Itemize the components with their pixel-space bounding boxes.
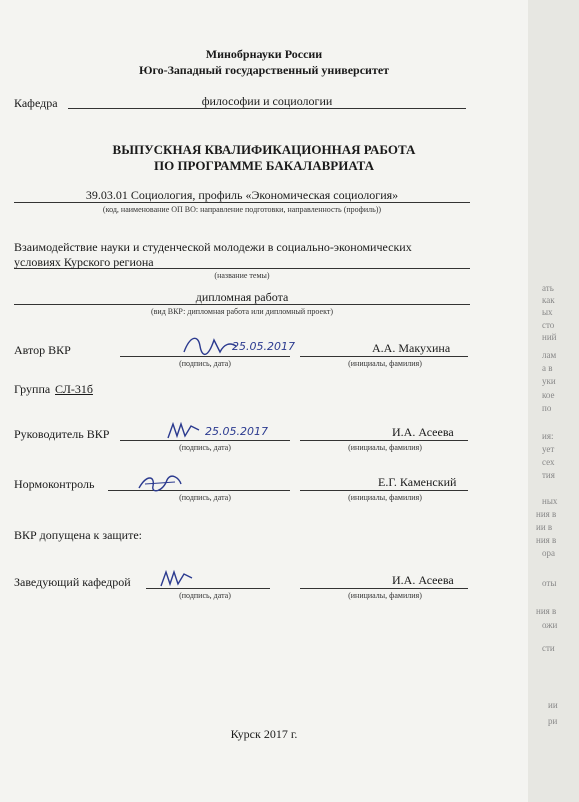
- author-name-line: [300, 356, 468, 357]
- edge-fragment: сти: [542, 643, 555, 653]
- edge-fragment: ния в: [536, 509, 557, 519]
- norm-control-sign-caption: (подпись, дата): [179, 493, 231, 502]
- author-name-caption: (инициалы, фамилия): [348, 359, 422, 368]
- supervisor-sign-line: [120, 440, 290, 441]
- edge-fragment: ния в: [536, 535, 557, 545]
- topic-caption: (название темы): [214, 271, 270, 280]
- author-sign-date: 25.05.2017: [232, 340, 295, 353]
- head-name-line: [300, 588, 468, 589]
- edge-fragment: ния в: [536, 606, 557, 616]
- group-value: СЛ-31б: [55, 382, 93, 396]
- edge-fragment: а в: [542, 363, 553, 373]
- program-value: 39.03.01 Социология, профиль «Экономическая социология»: [85, 188, 399, 202]
- edge-fragment: ии: [548, 700, 558, 710]
- edge-fragment: ожи: [542, 620, 558, 630]
- edge-fragment: ать: [542, 283, 554, 293]
- topic-line1: Взаимодействие науки и студенческой молодежи в социально-экономических: [14, 240, 412, 254]
- author-name: А.А. Макухина: [372, 341, 451, 355]
- supervisor-label: Руководитель ВКР: [14, 427, 110, 441]
- head-name: И.А. Асеева: [392, 573, 454, 587]
- edge-fragment: ри: [548, 716, 558, 726]
- group-label: Группа: [14, 382, 51, 396]
- author-sign-caption: (подпись, дата): [179, 359, 231, 368]
- edge-fragment: ора: [542, 548, 555, 558]
- edge-fragment: сто: [542, 320, 555, 330]
- underlying-page-edge: [528, 0, 579, 802]
- program-caption: (код, наименование ОП ВО: направление подготовки, направленность (профиль)): [102, 205, 382, 214]
- supervisor-name-line: [300, 440, 468, 441]
- edge-fragment: тия: [542, 470, 555, 480]
- department-label: Кафедра: [14, 96, 58, 110]
- head-sign-caption: (подпись, дата): [179, 591, 231, 600]
- edge-fragment: ия:: [542, 431, 554, 441]
- edge-fragment: сех: [542, 457, 555, 467]
- university-name: Юго-Западный государственный университет: [138, 63, 390, 77]
- edge-fragment: лам: [542, 350, 557, 360]
- supervisor-name-caption: (инициалы, фамилия): [348, 443, 422, 452]
- work-title-line1: ВЫПУСКНАЯ КВАЛИФИКАЦИОННАЯ РАБОТА: [112, 142, 416, 157]
- norm-control-label: Нормоконтроль: [14, 477, 95, 491]
- edge-fragment: ии в: [536, 522, 553, 532]
- norm-control-name: Е.Г. Каменский: [378, 475, 457, 489]
- norm-control-name-caption: (инициалы, фамилия): [348, 493, 422, 502]
- edge-fragment: ний: [542, 332, 557, 342]
- edge-fragment: ует: [542, 444, 555, 454]
- city-year: Курск 2017 г.: [230, 727, 298, 741]
- supervisor-name: И.А. Асеева: [392, 425, 454, 439]
- edge-fragment: ных: [542, 496, 558, 506]
- topic-line2: условиях Курского региона: [14, 255, 154, 269]
- work-type-value: дипломная работа: [195, 290, 289, 304]
- norm-control-name-line: [300, 490, 468, 491]
- edge-fragment: ых: [542, 307, 553, 317]
- author-signature-icon: [180, 332, 240, 360]
- edge-fragment: как: [542, 295, 555, 305]
- ministry-name: Минобрнауки России: [205, 47, 323, 61]
- work-type-caption: (вид ВКР: дипломная работа или дипломный проект): [150, 307, 334, 316]
- department-value: философии и социологии: [201, 94, 333, 108]
- admission-text: ВКР допущена к защите:: [14, 528, 142, 542]
- head-name-caption: (инициалы, фамилия): [348, 591, 422, 600]
- supervisor-sign-date: 25.05.2017: [205, 425, 268, 438]
- work-title-line2: ПО ПРОГРАММЕ БАКАЛАВРИАТА: [153, 158, 375, 173]
- supervisor-signature-icon: [165, 418, 205, 444]
- author-label: Автор ВКР: [14, 343, 71, 357]
- supervisor-sign-caption: (подпись, дата): [179, 443, 231, 452]
- edge-fragment: уки: [542, 376, 556, 386]
- edge-fragment: кое: [542, 390, 555, 400]
- edge-fragment: оты: [542, 578, 557, 588]
- edge-fragment: по: [542, 403, 552, 413]
- head-label: Заведующий кафедрой: [14, 575, 131, 589]
- head-signature-icon: [158, 566, 198, 592]
